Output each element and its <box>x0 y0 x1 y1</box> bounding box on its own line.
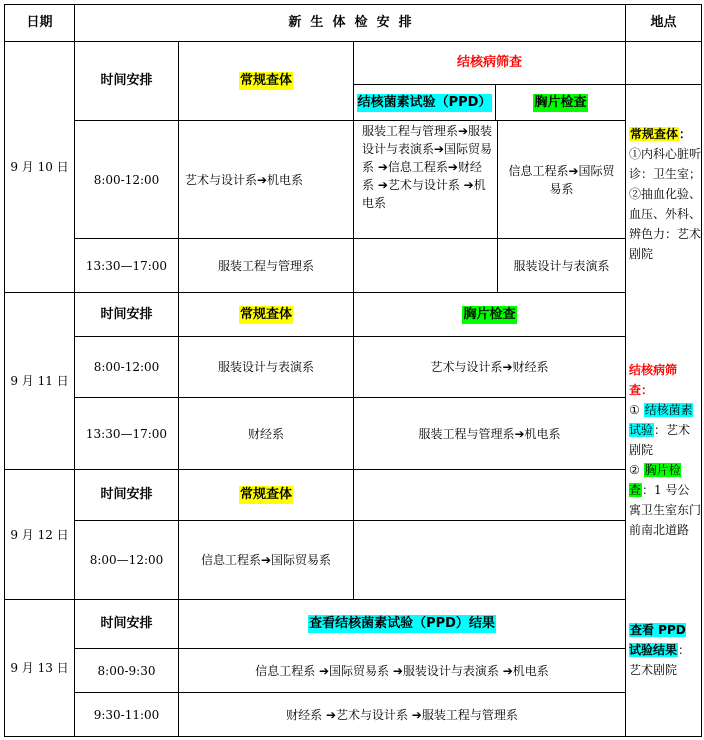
d10-am-ppd: 服装工程与管理系➔服装设计与表演系➔国际贸易系 ➔信息工程系➔财经系 ➔艺术与设计系 ➔机电系 <box>362 124 493 210</box>
d10-routine-header-cell <box>179 42 353 120</box>
header-date: 日期 <box>26 15 53 30</box>
location-routine <box>629 124 701 264</box>
d10-am-routine: 艺术与设计系➔机电系 <box>185 172 304 187</box>
d11-pm-chest: 服装工程与管理系➔机电系 <box>418 426 561 441</box>
location-routine-colon: ： <box>679 127 692 141</box>
location-tb-2: ② 胸片检查：1 号公寓卫生室东门前南北道路 <box>629 463 702 537</box>
d11-pm-time: 13:30—17:00 <box>85 426 168 441</box>
header-location: 地点 <box>650 15 677 30</box>
header-title: 新 生 体 检 安 排 <box>288 15 412 30</box>
d10-tb-header: 结核病筛查 <box>456 55 522 70</box>
d10-pm-routine: 服装工程与管理系 <box>217 258 314 273</box>
d13-slot2-route: 财经系 ➔艺术与设计系 ➔服装工程与管理系 <box>286 707 518 722</box>
d10-ppd-header-cell <box>354 85 495 120</box>
d11-am-time: 8:00-12:00 <box>93 360 160 374</box>
d12-routine-header: 常规查体 <box>239 487 292 502</box>
location-routine-1: ①内科心脏听诊：卫生室； <box>629 147 702 181</box>
location-ppd-place: ：艺术剧院 <box>629 643 691 677</box>
d11-routine-header-cell <box>179 293 353 336</box>
d11-chest-header-cell <box>354 293 625 336</box>
location-tb-title: 结核病筛查 <box>629 363 678 397</box>
d10-time-header: 时间安排 <box>100 73 153 88</box>
d13-slot1-time: 8:00-9:30 <box>97 663 156 678</box>
d13-ppd-result-header-cell <box>179 600 625 648</box>
d11-am-chest: 艺术与设计系➔财经系 <box>430 360 549 374</box>
d10-am-time: 8:00-12:00 <box>93 172 160 187</box>
location-tb <box>629 360 701 540</box>
d12-am-routine: 信息工程系➔国际贸易系 <box>200 553 332 567</box>
d12-routine-header-cell <box>179 470 353 520</box>
d10-chest-header-cell <box>496 85 625 120</box>
d13-ppd-result-header: 查看结核菌素试验（PPD）结果 <box>309 616 495 631</box>
d13-time-header: 时间安排 <box>100 616 153 631</box>
d11-routine-header: 常规查体 <box>239 306 292 322</box>
d12-am-time: 8:00—12:00 <box>89 553 164 567</box>
d10-pm-chest: 服装设计与表演系 <box>513 258 610 273</box>
d11-time-header: 时间安排 <box>100 306 153 322</box>
d13-slot2-time: 9:30-11:00 <box>93 707 160 722</box>
location-tb-1-label: 结核菌素试验 <box>629 403 693 437</box>
day-11-date: 9 月 11 日 <box>10 374 69 388</box>
d11-am-routine: 服装设计与表演系 <box>217 360 314 374</box>
location-routine-title: 常规查体 <box>630 127 679 141</box>
d10-routine-header: 常规查体 <box>239 73 292 88</box>
location-tb-2-label: 胸片检查 <box>629 463 681 497</box>
d11-pm-routine: 财经系 <box>247 426 284 441</box>
location-routine-2: ②抽血化验、血压、外科、辨色力：艺术剧院 <box>629 187 702 261</box>
location-tb-1: ① 结核菌素试验：艺术剧院 <box>629 403 693 457</box>
location-tb-colon: ： <box>641 383 654 397</box>
d10-pm-time: 13:30—17:00 <box>85 258 168 273</box>
d10-am-chest: 信息工程系➔国际贸易系 <box>508 163 615 196</box>
d11-chest-header: 胸片检查 <box>463 306 516 322</box>
location-tb-2-place: ：1 号公寓卫生室东门前南北道路 <box>629 483 702 537</box>
location-tb-1-place: ：艺术剧院 <box>629 423 691 457</box>
d10-chest-header: 胸片检查 <box>534 94 587 110</box>
day-10-date: 9 月 10 日 <box>10 160 69 174</box>
location-ppd <box>629 620 701 680</box>
d12-time-header: 时间安排 <box>100 487 153 502</box>
location-ppd-title: 查看 PPD 试验结果 <box>629 623 686 657</box>
day-12-date: 9 月 12 日 <box>10 527 69 542</box>
day-13-date: 9 月 13 日 <box>10 661 69 675</box>
d13-slot1-route: 信息工程系 ➔国际贸易系 ➔服装设计与表演系 ➔机电系 <box>255 663 549 678</box>
d10-pm-ppd <box>354 239 497 292</box>
d10-ppd-header: 结核菌素试验（PPD） <box>357 94 492 110</box>
